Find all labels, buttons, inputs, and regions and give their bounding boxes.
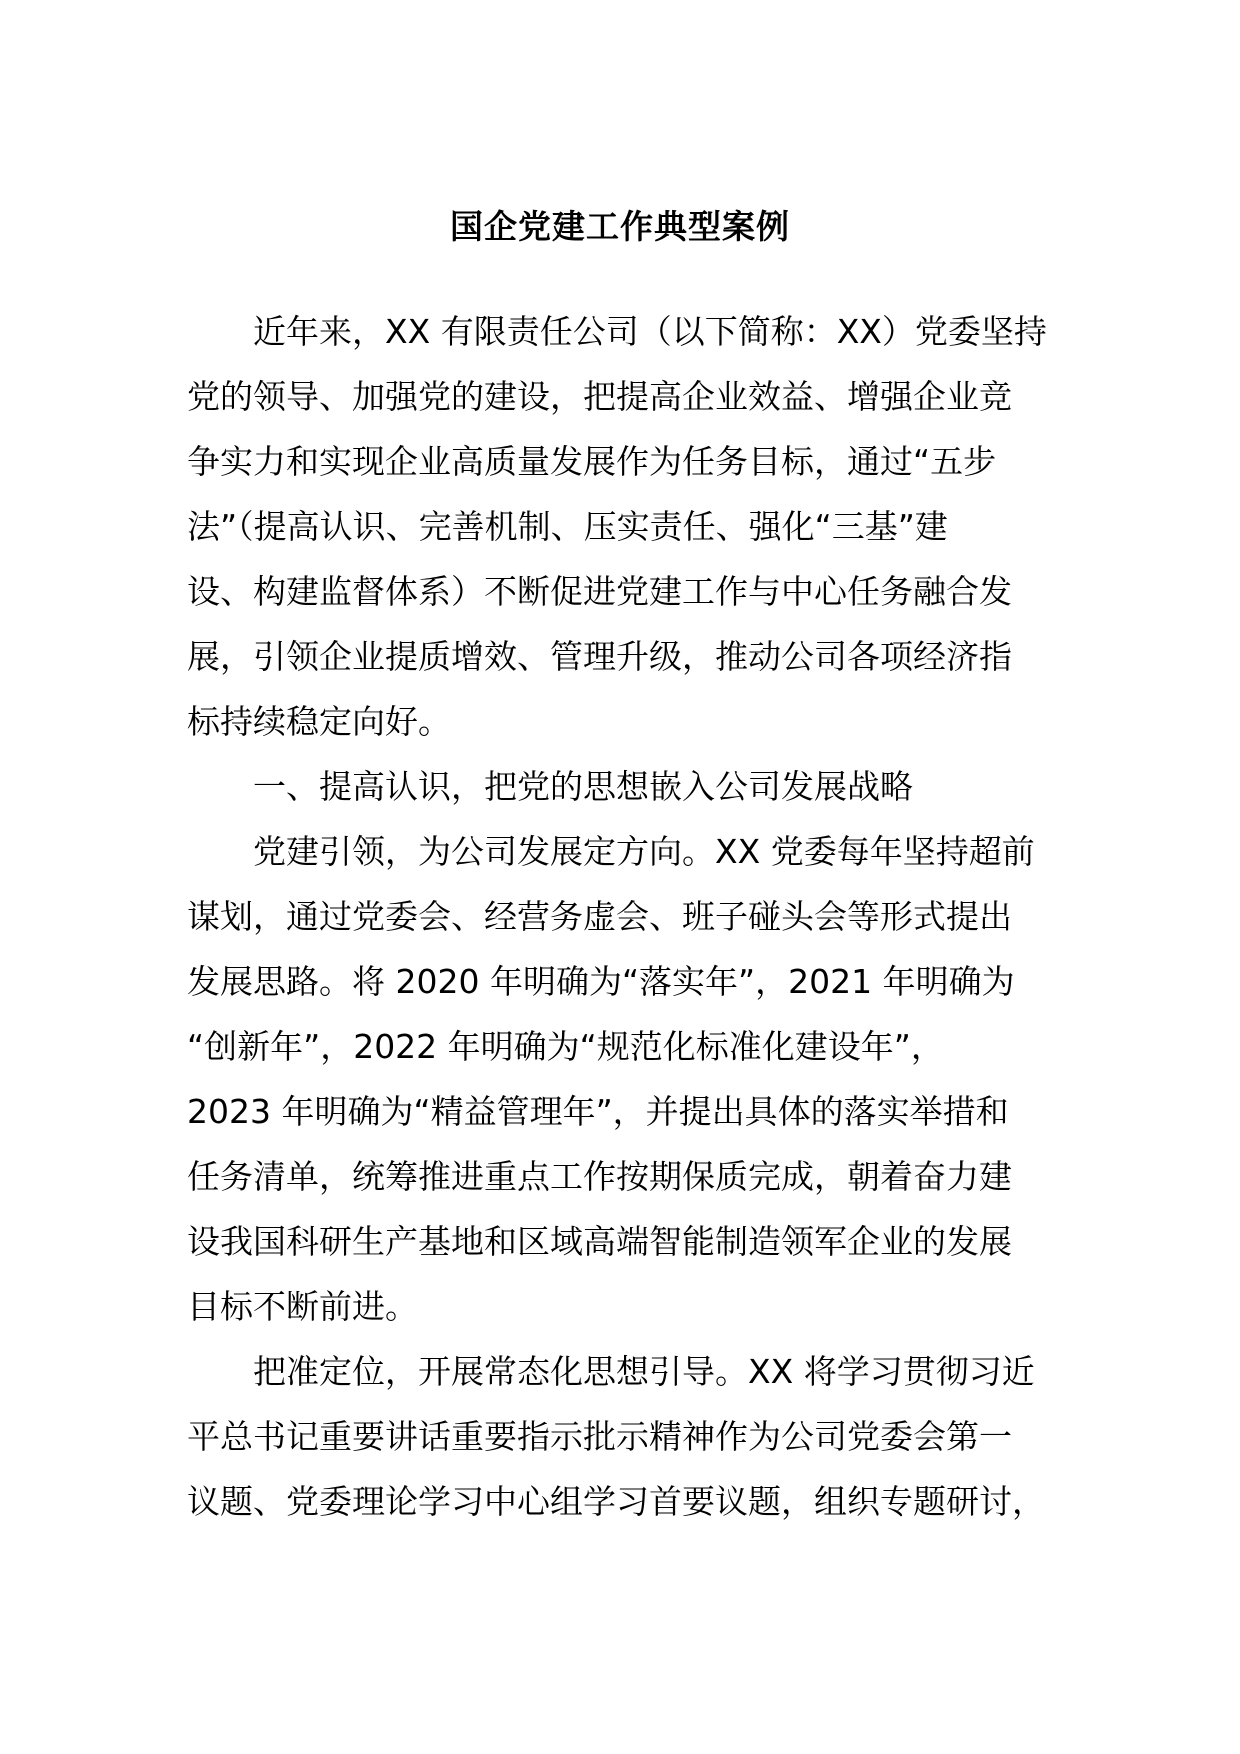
paragraph-guidance-line-2: 平总书记重要讲话重要指示批示精神作为公司党委会第一 (187, 1417, 1012, 1456)
paragraph-intro-line-6: 展，引领企业提质增效、管理升级，推动公司各项经济指 (187, 637, 1012, 676)
document-body (187, 299, 1067, 1534)
paragraph-intro-line-1: 近年来，XX 有限责任公司（以下简称：XX）党委坚持 (253, 312, 1047, 351)
paragraph-leadership-line-2: 谋划，通过党委会、经营务虚会、班子碰头会等形式提出 (187, 897, 1012, 936)
section-heading-1: 一、提高认识，把党的思想嵌入公司发展战略 (253, 767, 913, 806)
paragraph-guidance-line-3: 议题、党委理论学习中心组学习首要议题，组织专题研讨， (187, 1482, 1045, 1521)
paragraph-intro-line-2: 党的领导、加强党的建设，把提高企业效益、增强企业竞 (187, 377, 1012, 416)
paragraph-leadership-line-5: 2023 年明确为“精益管理年”，并提出具体的落实举措和 (187, 1092, 1009, 1131)
paragraph-leadership-line-8: 目标不断前进。 (187, 1287, 418, 1326)
paragraph-leadership-line-4: “创新年”，2022 年明确为“规范化标准化建设年”， (187, 1027, 944, 1066)
paragraph-intro-line-4: 法”（提高认识、完善机制、压实责任、强化“三基”建 (187, 507, 948, 546)
paragraph-guidance-line-1: 把准定位，开展常态化思想引导。XX 将学习贯彻习近 (253, 1352, 1035, 1391)
paragraph-intro-line-5: 设、构建监督体系）不断促进党建工作与中心任务融合发 (187, 572, 1012, 611)
paragraph-intro-line-3: 争实力和实现企业高质量发展作为任务目标，通过“五步 (187, 442, 997, 481)
paragraph-leadership-line-3: 发展思路。将 2020 年明确为“落实年”，2021 年明确为 (187, 962, 1015, 1001)
paragraph-intro-line-7: 标持续稳定向好。 (187, 702, 451, 741)
document-title: 国企党建工作典型案例 (450, 207, 790, 246)
paragraph-leadership-line-1: 党建引领，为公司发展定方向。XX 党委每年坚持超前 (253, 832, 1035, 871)
paragraph-leadership-line-6: 任务清单，统筹推进重点工作按期保质完成，朝着奋力建 (187, 1157, 1012, 1196)
paragraph-leadership-line-7: 设我国科研生产基地和区域高端智能制造领军企业的发展 (187, 1222, 1012, 1261)
